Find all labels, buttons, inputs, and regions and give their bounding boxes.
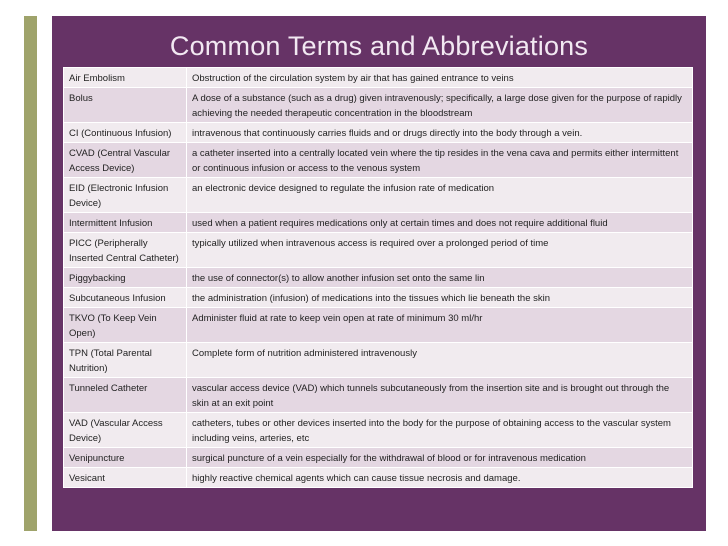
definition-cell: an electronic device designed to regulate the infusion rate of medication (187, 178, 693, 213)
table-row (64, 178, 693, 213)
terms-table (63, 67, 693, 488)
slide-title: Common Terms and Abbreviations (169, 31, 589, 61)
definition-cell: Obstruction of the circulation system by air that has gained entrance to veins (187, 68, 693, 88)
table-row (64, 68, 693, 88)
definition-cell: used when a patient requires medications only at certain times and does not require additional fluid (187, 213, 693, 233)
definition-cell: Complete form of nutrition administered intravenously (187, 343, 693, 378)
definition-cell: intravenous that continuously carries fluids and or drugs directly into the body through a vein. (187, 123, 693, 143)
term-cell: EID (Electronic Infusion Device) (64, 178, 187, 213)
table-row (64, 123, 693, 143)
definition-cell: vascular access device (VAD) which tunnels subcutaneously from the insertion site and is brought out through the skin at an exit point (187, 378, 693, 413)
term-cell: TPN (Total Parental Nutrition) (64, 343, 187, 378)
definition-cell: surgical puncture of a vein especially for the withdrawal of blood or for intravenous medication (187, 448, 693, 468)
table-row (64, 308, 693, 343)
definition-cell: the administration (infusion) of medications into the tissues which lie beneath the skin (187, 288, 693, 308)
terms-table-container (63, 67, 693, 488)
table-row (64, 468, 693, 488)
term-cell: Subcutaneous Infusion (64, 288, 187, 308)
definition-cell: A dose of a substance (such as a drug) given intravenously; specifically, a large dose given for the purpose of rapidly achieving the needed therapeutic concentration in the bloodstream (187, 88, 693, 123)
table-row (64, 143, 693, 178)
term-cell: CI (Continuous Infusion) (64, 123, 187, 143)
term-cell: Piggybacking (64, 268, 187, 288)
table-row (64, 413, 693, 448)
term-cell: VAD (Vascular Access Device) (64, 413, 187, 448)
table-row (64, 88, 693, 123)
table-row (64, 268, 693, 288)
table-row (64, 213, 693, 233)
table-row (64, 448, 693, 468)
definition-cell: typically utilized when intravenous access is required over a prolonged period of time (187, 233, 693, 268)
terms-table-body (64, 68, 693, 488)
definition-cell: a catheter inserted into a centrally located vein where the tip resides in the vena cava and permits either intermittent or continuous infusion or access to the venous system (187, 143, 693, 178)
term-cell: Tunneled Catheter (64, 378, 187, 413)
table-row (64, 378, 693, 413)
term-cell: TKVO (To Keep Vein Open) (64, 308, 187, 343)
slide (52, 16, 706, 531)
definition-cell: the use of connector(s) to allow another infusion set onto the same lin (187, 268, 693, 288)
term-cell: Venipuncture (64, 448, 187, 468)
term-cell: CVAD (Central Vascular Access Device) (64, 143, 187, 178)
term-cell: Vesicant (64, 468, 187, 488)
table-row (64, 233, 693, 268)
term-cell: Bolus (64, 88, 187, 123)
definition-cell: catheters, tubes or other devices inserted into the body for the purpose of obtaining access to the vascular system including veins, arteries, etc (187, 413, 693, 448)
definition-cell: highly reactive chemical agents which can cause tissue necrosis and damage. (187, 468, 693, 488)
definition-cell: Administer fluid at rate to keep vein open at rate of minimum 30 ml/hr (187, 308, 693, 343)
term-cell: Air Embolism (64, 68, 187, 88)
accent-bar (24, 16, 37, 531)
term-cell: PICC (Peripherally Inserted Central Catheter) (64, 233, 187, 268)
table-row (64, 343, 693, 378)
table-row (64, 288, 693, 308)
term-cell: Intermittent Infusion (64, 213, 187, 233)
